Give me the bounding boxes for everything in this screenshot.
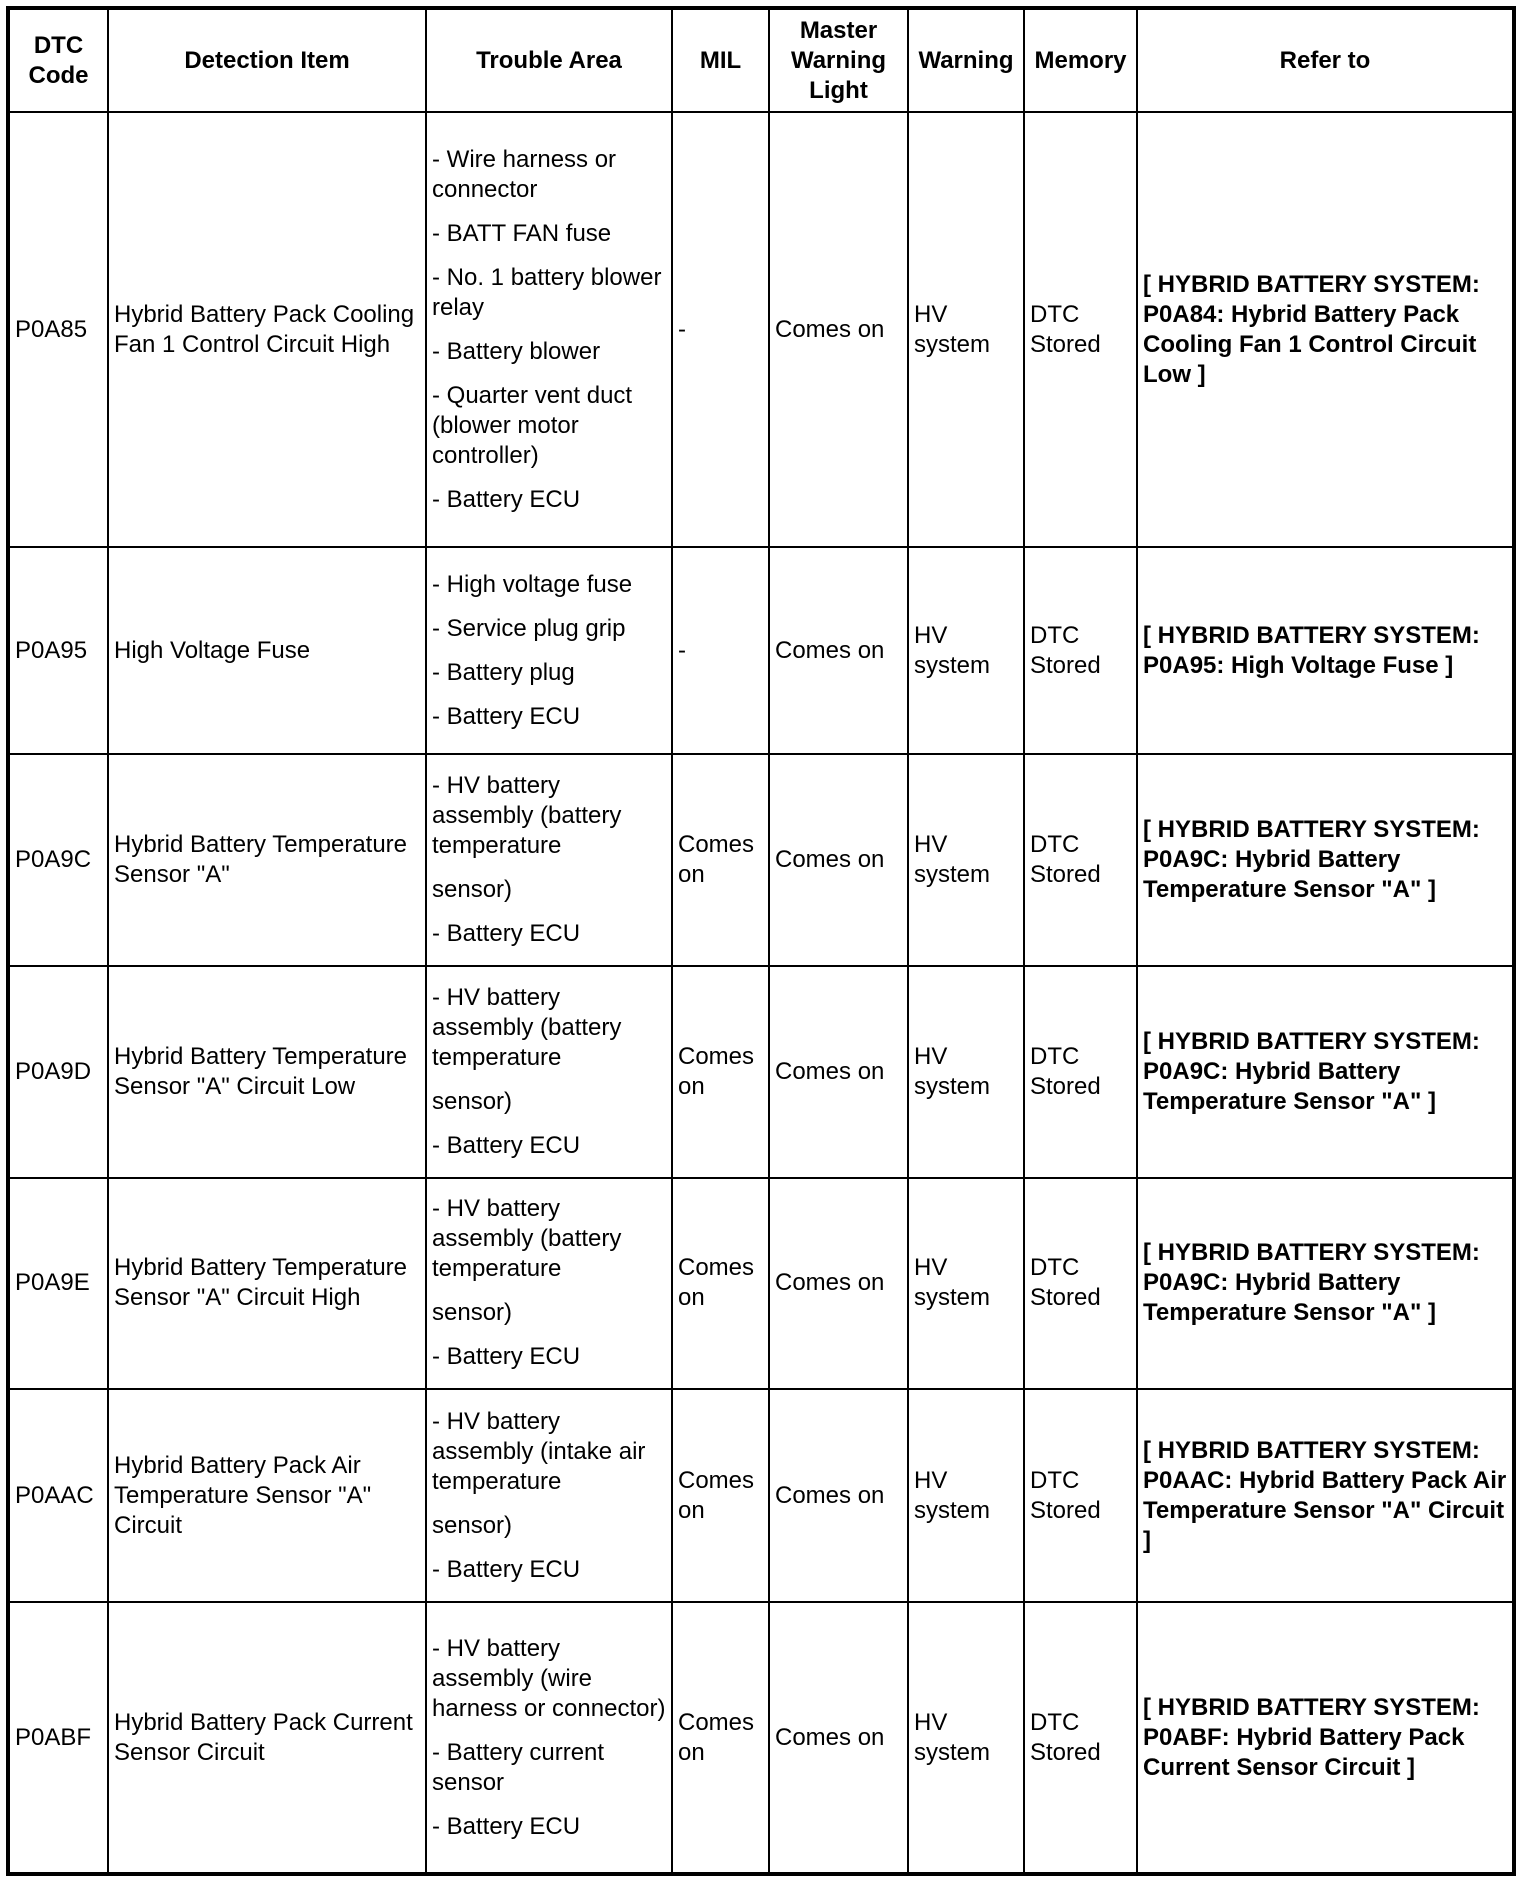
warning-cell: HV system [908, 112, 1024, 547]
memory-cell: DTC Stored [1024, 112, 1137, 547]
trouble-area-item: - Wire harness or connector [432, 145, 617, 203]
header-mil: MIL [672, 8, 769, 112]
memory-cell: DTC Stored [1024, 1389, 1137, 1602]
table-body [8, 112, 1514, 1874]
refer-to-link[interactable]: [ HYBRID BATTERY SYSTEM: P0A9C: Hybrid Battery Temperature Sensor "A" ] [1137, 966, 1514, 1178]
master-warning-light-cell: Comes on [769, 112, 908, 547]
table-row [8, 547, 1514, 754]
trouble-area-item: - Battery plug [432, 658, 575, 686]
refer-to-link[interactable]: [ HYBRID BATTERY SYSTEM: P0A95: High Voltage Fuse ] [1137, 547, 1514, 754]
master-warning-light-cell: Comes on [769, 966, 908, 1178]
table-header-row [8, 8, 1514, 112]
header-trouble-area: Trouble Area [426, 8, 672, 112]
dtc-code-cell: P0A9D [8, 966, 108, 1178]
master-warning-light-cell: Comes on [769, 1178, 908, 1390]
trouble-area-item: - High voltage fuse [432, 570, 633, 598]
trouble-area-item: - HV battery assembly (battery temperature [432, 1195, 622, 1283]
trouble-area-item: - Battery ECU [432, 1131, 581, 1159]
trouble-area-item: - HV battery assembly (battery temperature [432, 772, 622, 860]
dtc-table-sheet [6, 6, 1512, 1876]
warning-cell: HV system [908, 1602, 1024, 1874]
mil-cell: Comes on [672, 754, 769, 966]
trouble-area-cell [426, 1602, 672, 1874]
memory-cell: DTC Stored [1024, 966, 1137, 1178]
table-row [8, 112, 1514, 547]
dtc-code-cell: P0A9C [8, 754, 108, 966]
refer-to-link[interactable]: [ HYBRID BATTERY SYSTEM: P0A84: Hybrid Battery Pack Cooling Fan 1 Control Circuit Low ] [1137, 112, 1514, 547]
header-memory: Memory [1024, 8, 1137, 112]
warning-cell: HV system [908, 754, 1024, 966]
dtc-code-cell: P0ABF [8, 1602, 108, 1874]
trouble-area-item: - No. 1 battery blower relay [432, 263, 662, 321]
master-warning-light-cell: Comes on [769, 754, 908, 966]
trouble-area-item: - Battery current sensor [432, 1738, 605, 1796]
dtc-code-cell: P0A9E [8, 1178, 108, 1390]
detection-item-cell: High Voltage Fuse [108, 547, 426, 754]
trouble-area-item: - Service plug grip [432, 614, 626, 642]
trouble-area-item: sensor) [432, 876, 513, 904]
trouble-area-cell [426, 1178, 672, 1390]
memory-cell: DTC Stored [1024, 754, 1137, 966]
header-refer-to: Refer to [1137, 8, 1514, 112]
header-master-warning-light: Master Warning Light [769, 8, 908, 112]
trouble-area-item: - Battery ECU [432, 1343, 581, 1371]
mil-cell: Comes on [672, 1178, 769, 1390]
header-dtc-code: DTC Code [8, 8, 108, 112]
master-warning-light-cell: Comes on [769, 547, 908, 754]
trouble-area-cell [426, 966, 672, 1178]
trouble-area-item: sensor) [432, 1299, 513, 1327]
trouble-area-item: - Battery ECU [432, 920, 581, 948]
table-row [8, 754, 1514, 966]
trouble-area-item: - Battery ECU [432, 1555, 581, 1583]
trouble-area-item: - HV battery assembly (intake air temperature [432, 1407, 646, 1495]
trouble-area-item: - BATT FAN fuse [432, 219, 612, 247]
header-detection-item: Detection Item [108, 8, 426, 112]
trouble-area-item: - Battery blower [432, 337, 601, 365]
refer-to-link[interactable]: [ HYBRID BATTERY SYSTEM: P0A9C: Hybrid Battery Temperature Sensor "A" ] [1137, 1178, 1514, 1390]
table-row [8, 1389, 1514, 1602]
refer-to-link[interactable]: [ HYBRID BATTERY SYSTEM: P0A9C: Hybrid Battery Temperature Sensor "A" ] [1137, 754, 1514, 966]
trouble-area-cell [426, 754, 672, 966]
mil-cell: Comes on [672, 966, 769, 1178]
memory-cell: DTC Stored [1024, 1602, 1137, 1874]
mil-cell: Comes on [672, 1602, 769, 1874]
table-row [8, 966, 1514, 1178]
detection-item-cell: Hybrid Battery Pack Cooling Fan 1 Control Circuit High [108, 112, 426, 547]
header-warning: Warning [908, 8, 1024, 112]
trouble-area-item: - HV battery assembly (wire harness or connector) [432, 1634, 666, 1722]
mil-cell: - [672, 112, 769, 547]
table-row [8, 1602, 1514, 1874]
warning-cell: HV system [908, 966, 1024, 1178]
mil-cell: - [672, 547, 769, 754]
memory-cell: DTC Stored [1024, 1178, 1137, 1390]
refer-to-link[interactable]: [ HYBRID BATTERY SYSTEM: P0ABF: Hybrid Battery Pack Current Sensor Circuit ] [1137, 1602, 1514, 1874]
warning-cell: HV system [908, 1389, 1024, 1602]
trouble-area-item: - HV battery assembly (battery temperature [432, 983, 622, 1071]
warning-cell: HV system [908, 547, 1024, 754]
table-row [8, 1178, 1514, 1390]
refer-to-link[interactable]: [ HYBRID BATTERY SYSTEM: P0AAC: Hybrid Battery Pack Air Temperature Sensor "A" Circuit ] [1137, 1389, 1514, 1602]
trouble-area-item: - Quarter vent duct (blower motor controller) [432, 381, 633, 469]
master-warning-light-cell: Comes on [769, 1602, 908, 1874]
trouble-area-cell [426, 1389, 672, 1602]
memory-cell: DTC Stored [1024, 547, 1137, 754]
warning-cell: HV system [908, 1178, 1024, 1390]
trouble-area-cell [426, 547, 672, 754]
trouble-area-cell [426, 112, 672, 547]
dtc-code-cell: P0A85 [8, 112, 108, 547]
dtc-code-cell: P0AAC [8, 1389, 108, 1602]
master-warning-light-cell: Comes on [769, 1389, 908, 1602]
mil-cell: Comes on [672, 1389, 769, 1602]
dtc-code-cell: P0A95 [8, 547, 108, 754]
trouble-area-item: - Battery ECU [432, 702, 581, 730]
detection-item-cell: Hybrid Battery Temperature Sensor "A" Circuit High [108, 1178, 426, 1390]
detection-item-cell: Hybrid Battery Pack Air Temperature Sensor "A" Circuit [108, 1389, 426, 1602]
detection-item-cell: Hybrid Battery Pack Current Sensor Circuit [108, 1602, 426, 1874]
trouble-area-item: - Battery ECU [432, 485, 581, 513]
trouble-area-item: sensor) [432, 1087, 513, 1115]
trouble-area-item: sensor) [432, 1511, 513, 1539]
detection-item-cell: Hybrid Battery Temperature Sensor "A" Circuit Low [108, 966, 426, 1178]
dtc-table [6, 6, 1516, 1876]
trouble-area-item: - Battery ECU [432, 1812, 581, 1840]
detection-item-cell: Hybrid Battery Temperature Sensor "A" [108, 754, 426, 966]
